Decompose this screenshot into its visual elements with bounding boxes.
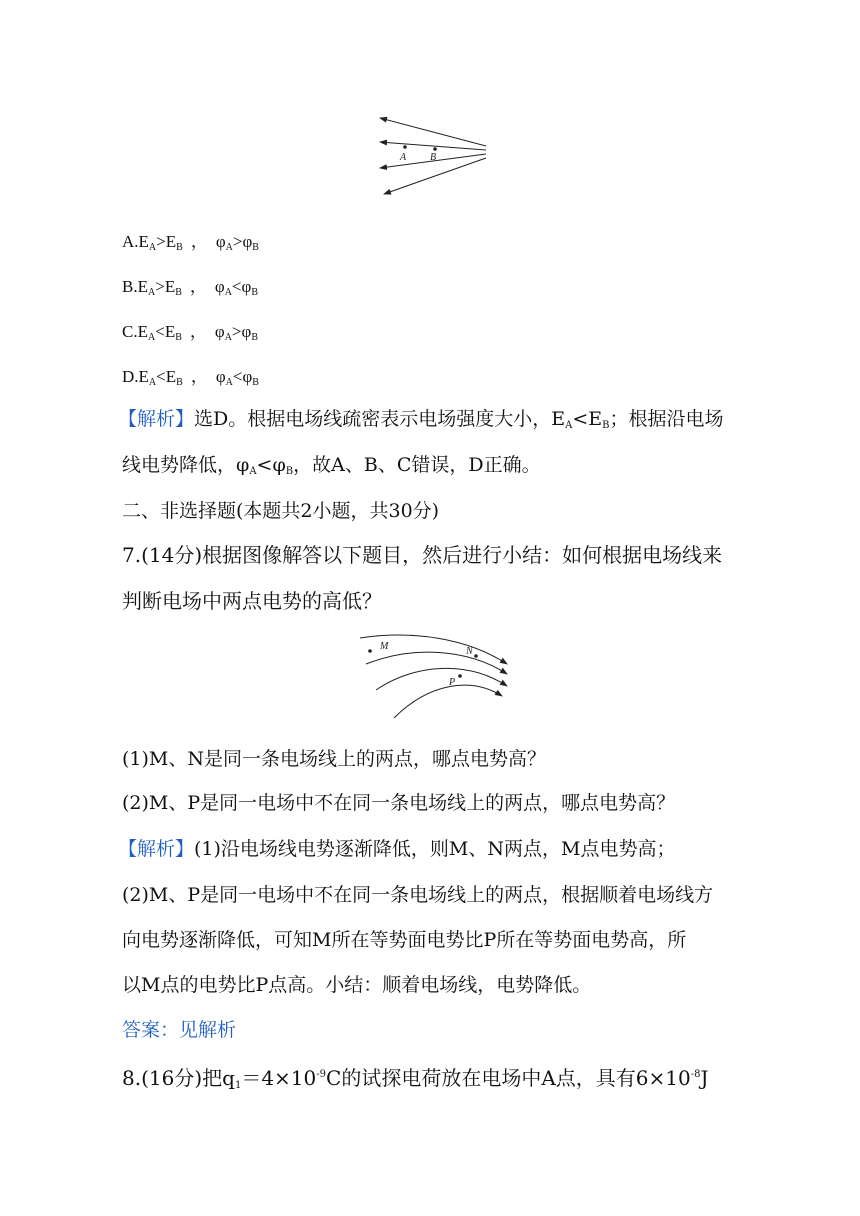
field-line [384, 158, 486, 194]
label-p: P [449, 677, 456, 688]
point-p [458, 674, 462, 678]
analysis-7-line-4: 以M点的电势比P点高。小结：顺着电场线，电势降低。 [122, 974, 592, 996]
label-a: A [400, 152, 407, 163]
field-lines-figure-2 [352, 628, 516, 722]
field-line [376, 668, 507, 690]
point-b [433, 147, 437, 151]
analysis-6-line-2: 线电势降低，$\varphi_A<\varphi_B$，故A、B、C错误，D正确。 [122, 454, 541, 477]
option-c: $C.E_A<E_B$ ， $\varphi_A>\varphi_B$ [122, 322, 258, 343]
option-d: $D.E_A<E_B$ ， $\varphi_A<\varphi_B$ [122, 367, 259, 388]
field-line [394, 685, 502, 718]
field-line [380, 142, 486, 150]
analysis-tag: 【解析】 [118, 408, 195, 430]
question-7-line-2: 判断电场中两点电势的高低？ [122, 589, 382, 613]
analysis-7-line-3: 向电势逐渐降低，可知M所在等势面电势比P所在等势面电势高，所 [122, 929, 687, 951]
point-m [368, 649, 372, 653]
label-b: B [430, 152, 437, 163]
field-line [366, 652, 507, 674]
label-n: N [466, 646, 473, 657]
question-8-line-1: 8.(16分)把$q_1=4\times 10^{-9}C$的试探电荷放在电场中A点，具有$6\times 10^{-8}J$ [122, 1066, 709, 1091]
analysis-7-line-2: (2)M、P是同一电场中不在同一条电场线上的两点，根据顺着电场线方 [122, 884, 714, 906]
analysis-7-line-1: 【解析】(1)沿电场线电势逐渐降低，则M、N两点，M点电势高； [118, 838, 676, 860]
field-line [380, 118, 486, 146]
label-m: M [380, 641, 389, 652]
field-lines-figure-1 [372, 112, 492, 200]
question-7-sub-1: (1)M、N是同一条电场线上的两点，哪点电势高？ [122, 748, 546, 770]
section-heading: 二、非选择题(本题共2小题，共30分) [122, 500, 440, 522]
option-b: $B.E_A>E_B$ ， $\varphi_A<\varphi_B$ [122, 277, 258, 298]
option-a: $A.E_A>E_B$ ， $\varphi_A>\varphi_B$ [122, 232, 259, 253]
analysis-tag: 【解析】 [118, 838, 195, 860]
question-7-sub-2: (2)M、P是同一电场中不在同一条电场线上的两点，哪点电势高？ [122, 792, 676, 814]
question-7-line-1: 7.(14分)根据图像解答以下题目，然后进行小结：如何根据电场线来 [122, 543, 723, 567]
point-a [403, 145, 407, 149]
answer-7: 答案：见解析 [122, 1019, 237, 1041]
analysis-6-line-1: 【解析】选D。根据电场线疏密表示电场强度大小，$E_A<E_B$；根据沿电场 [118, 408, 724, 431]
point-n [474, 654, 478, 658]
